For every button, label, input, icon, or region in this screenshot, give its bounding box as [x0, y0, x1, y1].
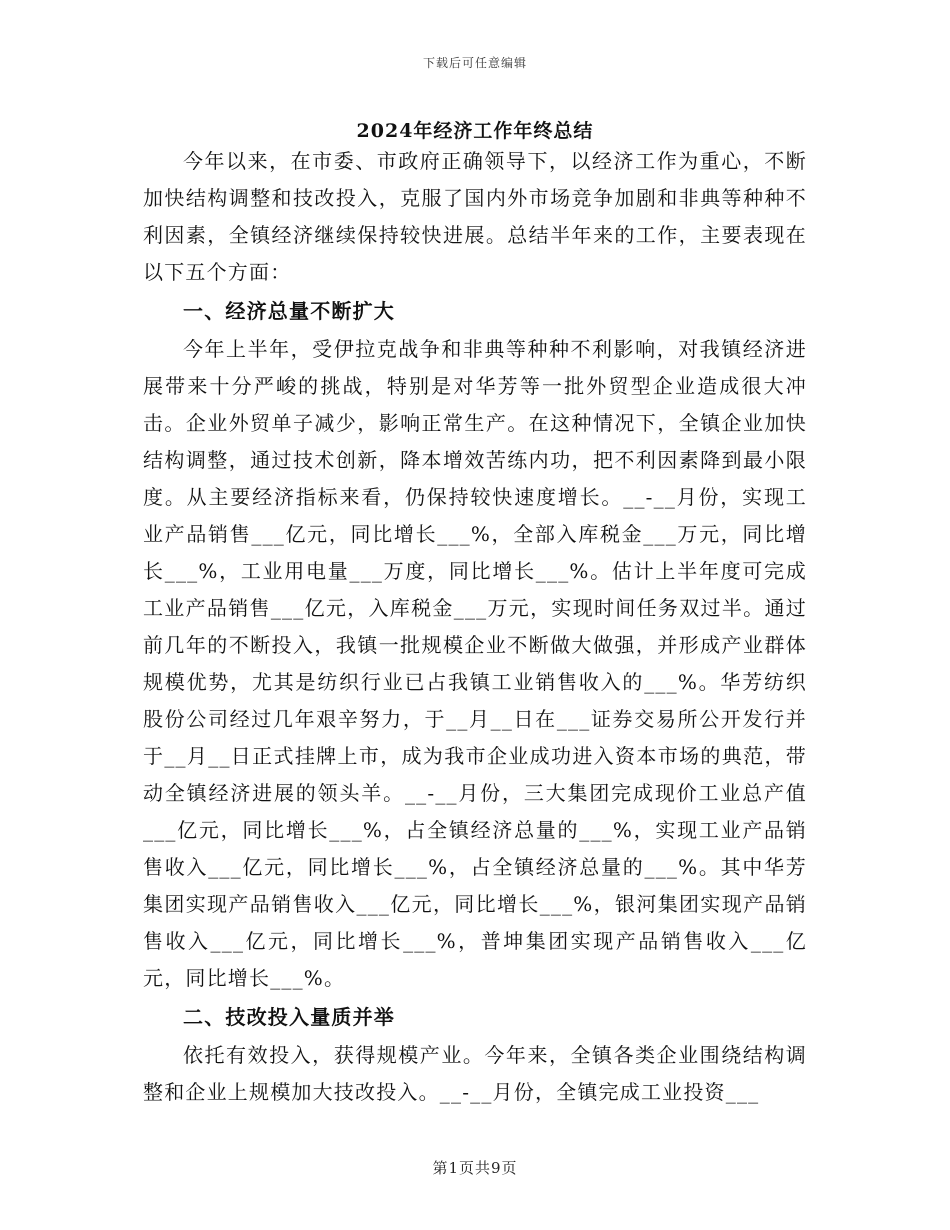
intro-paragraph: 今年以来，在市委、市政府正确领导下，以经济工作为重心，不断加快结构调整和技改投入，克服了国内外市场竞争加剧和非典等种种不利因素，全镇经济继续保持较快进展。总结半年来的工作，主要表现在以下五个方面：	[143, 149, 807, 284]
section-paragraph-2: 依托有效投入，获得规模产业。今年来，全镇各类企业围绕结构调整和企业上规模加大技改投入。__-__月份，全镇完成工业投资___	[143, 1043, 807, 1104]
page-number: 第1页共9页	[432, 1159, 518, 1177]
section-heading-1: 一、经济总量不断扩大	[183, 299, 395, 323]
document-body	[143, 143, 807, 1111]
page-header-note: 下载后可任意编辑	[422, 56, 527, 70]
section-heading-2: 二、技改投入量质并举	[183, 1005, 395, 1029]
document-title: 2024年经济工作年终总结	[356, 120, 594, 142]
section-paragraph-1: 今年上半年，受伊拉克战争和非典等种种不利影响，对我镇经济进展带来十分严峻的挑战，特别是对华芳等一批外贸型企业造成很大冲击。企业外贸单子减少，影响正常生产。在这种情况下，全镇企业加快结构调整，通过技术创新，降本增效苦练内功，把不利因素降到最小限度。从主要经济指标来看，仍保持较快速度增长。__-__月份，实现工业产品销售___亿元，同比增长___%，全部入库税金___万元，同比增长___%，工业用电量___万度，同比增长___%。估计上半年度可完成工业产品销售___亿元，入库税金___万元，实现时间任务双过半。通过前几年的不断投入，我镇一批规模企业不断做大做强，并形成产业群体规模优势，尤其是纺织行业已占我镇工业销售收入的___%。华芳纺织股份公司经过几年艰辛努力，于__月__日在___证券交易所公开发行并于__月__日正式挂牌上市，成为我市企业成功进入资本市场的典范，带动全镇经济进展的领头羊。__-__月份，三大集团完成现价工业总产值___亿元，同比增长___%，占全镇经济总量的___%，实现工业产品销售收入___亿元，同比增长___%，占全镇经济总量的___%。其中华芳集团实现产品销售收入___亿元，同比增长___%，银河集团实现产品销售收入___亿元，同比增长___%，普坤集团实现产品销售收入___亿元，同比增长___%。	[143, 337, 807, 990]
